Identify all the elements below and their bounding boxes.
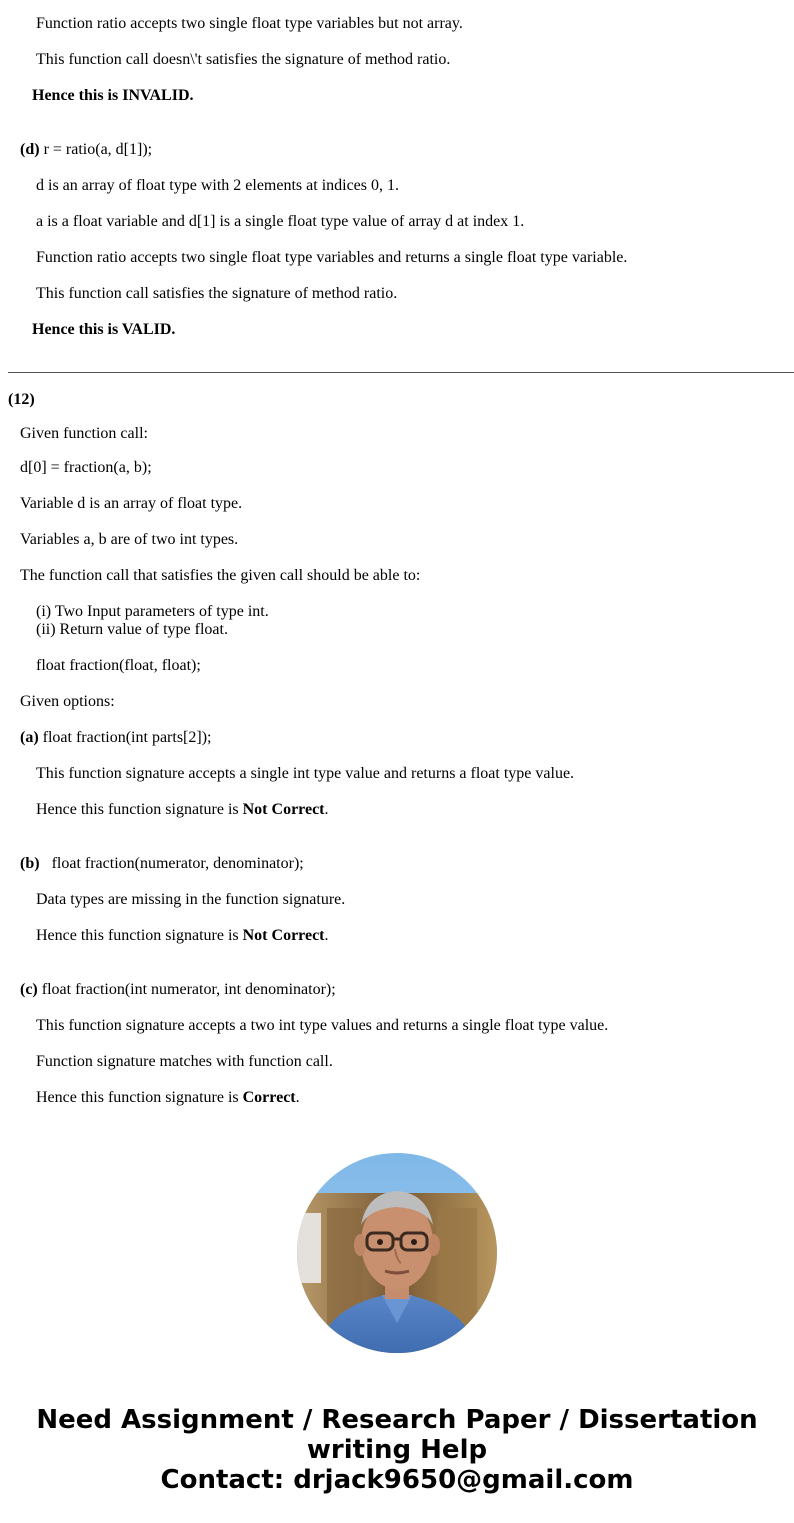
option-c-period: . [295,1089,300,1106]
option-c-label: (c) [20,981,38,998]
option-a-signature: float fraction(int parts[2]); [38,729,212,746]
requirement-text: The function call that satisfies the given call should be able to: [20,567,421,584]
option-a-label: (a) [20,729,39,746]
option-a-explanation: This function signature accepts a single int type value and returns a float type value. [36,765,575,782]
prev-d-line-1: d is an array of float type with 2 elements at indices 0, 1. [36,177,400,194]
option-c-result: Correct [242,1089,296,1106]
option-b-hence: Hence this function signature is [36,927,243,944]
prev-d-call: r = ratio(a, d[1]); [39,141,153,158]
prev-d-line-4: This function call satisfies the signature of method ratio. [36,285,398,302]
option-b-signature: float fraction(numerator, denominator); [39,855,304,872]
option-a-result-line [36,801,329,819]
question-number: (12) [8,391,35,408]
option-b-explanation: Data types are missing in the function signature. [36,891,346,908]
option-b-label: (b) [20,855,40,872]
option-b-heading [20,855,304,873]
option-c-signature: float fraction(int numerator, int denominator); [37,981,336,998]
given-call: d[0] = fraction(a, b); [20,459,152,476]
footer-line-1: Need Assignment / Research Paper / Dissertation [36,1405,758,1435]
prev-d-line-3: Function ratio accepts two single float type variables and returns a single float type variable. [36,249,628,266]
footer-contact: Contact: drjack9650@gmail.com [160,1465,634,1495]
prev-c-verdict: Hence this is INVALID. [32,87,194,104]
variables-ab-text: Variables a, b are of two int types. [20,531,239,548]
given-call-label: Given function call: [20,425,148,442]
author-avatar [297,1153,497,1353]
option-b-result-line [36,927,329,945]
section-divider [8,372,794,373]
requirement-i: (i) Two Input parameters of type int. [36,603,269,620]
option-c-result-line [36,1089,300,1107]
option-c-hence: Hence this function signature is [36,1089,243,1106]
prev-c-line-1: Function ratio accepts two single float type variables but not array. [36,15,463,32]
prev-c-line-2: This function call doesn\'t satisfies the signature of method ratio. [36,51,451,68]
option-b-period: . [324,927,329,944]
prev-d-line-2: a is a float variable and d[1] is a single float type value of array d at index 1. [36,213,525,230]
option-c-match: Function signature matches with function call. [36,1053,333,1070]
prev-d-heading [20,141,152,159]
option-a-hence: Hence this function signature is [36,801,243,818]
expected-signature: float fraction(float, float); [36,657,201,674]
option-c-heading [20,981,336,999]
prev-d-label: (d) [20,141,40,158]
requirement-ii: (ii) Return value of type float. [36,621,228,638]
option-a-period: . [324,801,329,818]
option-a-result: Not Correct [242,801,325,818]
footer-line-2: writing Help [306,1435,488,1465]
option-b-result: Not Correct [242,927,325,944]
option-a-heading [20,729,211,747]
variable-d-text: Variable d is an array of float type. [20,495,243,512]
prev-d-verdict: Hence this is VALID. [32,321,176,338]
options-label: Given options: [20,693,115,710]
option-c-explanation: This function signature accepts a two int type values and returns a single float type value. [36,1017,609,1034]
